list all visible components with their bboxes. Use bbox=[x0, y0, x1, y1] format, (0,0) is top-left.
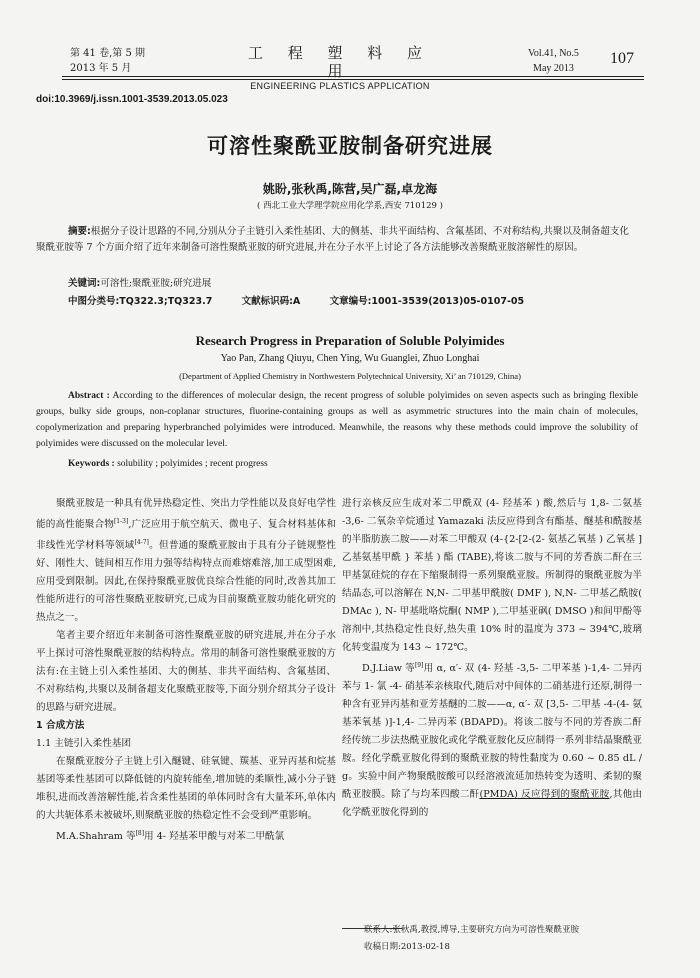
authors-en: Yao Pan, Zhang Qiuyu, Chen Ying, Wu Guanglei, Zhuo Longhai bbox=[220, 353, 480, 364]
volume-en: Vol.41, No.5 bbox=[528, 48, 579, 59]
paragraph-overview: 笔者主要介绍近年来制备可溶性聚酰亚胺的研究进展,并在分子水平上探讨可溶性聚酰亚胺的结构特点。常用的制备可溶性聚酰亚胺的方法有:在主链上引入柔性基团、大的侧基、非共平面结构、含氟基团、不对称结构,共聚以及制备超支化聚酰亚胺等,下面分别介绍其分子设计的思路与研究进展。 bbox=[36, 630, 336, 714]
paragraph-shahram bbox=[36, 825, 336, 846]
journal-name-en: ENGINEERING PLASTICS APPLICATION bbox=[250, 81, 430, 91]
footnote bbox=[364, 922, 579, 956]
text-run: 聚酰亚胺是一种具有优异热稳定性、突出力学性能以及良好电学性能的高性能聚合物 bbox=[36, 498, 336, 531]
text-run: D.J.Liaw 等 bbox=[362, 663, 415, 675]
citation-ref[interactable]: [1-3] bbox=[113, 518, 129, 525]
journal-name bbox=[230, 44, 450, 92]
abstract-label-en: Abstract : bbox=[68, 391, 110, 401]
abstract-cn bbox=[36, 224, 638, 256]
text-run: ,其他由化学酰亚胺化得到的 bbox=[342, 789, 643, 819]
abstract-en bbox=[36, 388, 638, 452]
text-run: ,广泛应用于航空航天、微电子、复合材料基体和非线性光学材料等领域 bbox=[36, 519, 336, 552]
journal-name-cn: 工 程 塑 料 应 用 bbox=[247, 44, 433, 80]
date-cn: 2013 年 5 月 bbox=[70, 63, 132, 74]
underlined-text: (PMDA) 反应得到的聚酰亚胺 bbox=[479, 789, 610, 801]
affiliation-cn: ( 西北工业大学理学院应用化学系,西安 710129 ) bbox=[257, 201, 443, 211]
keywords-label-en: Keywords : bbox=[68, 459, 115, 469]
header-rule bbox=[62, 76, 644, 77]
header-issue-cn bbox=[70, 46, 145, 76]
body-column-right bbox=[342, 495, 642, 822]
keywords-en bbox=[68, 459, 268, 469]
paragraph-liaw bbox=[342, 657, 642, 822]
abstract-label-cn: 摘要: bbox=[68, 226, 91, 237]
abstract-text-en: According to the differences of molecular design, the recent progress of soluble polyimides on seven aspects such as bringing flexible groups, bulky side groups, non-coplanar structures, fluorine-containing groups as well as asymmetric structures into the main chain of molecules, copolymerization and preparing hyperbranched polyimides were introduced. Meanwhile, the reasons why these methods could improve the solubility of polyimides were discussed on the molecular level. bbox=[36, 391, 639, 449]
paragraph-continued: 进行亲核反应生成对苯二甲酰双 (4- 羟基苯 ) 酸,然后与 1,8- 二氨基 -3,6- 二氧杂辛烷通过 Yamazaki 法反应得到含有酯基、醚基和酰胺基的半脂肪族二胺——对苯二甲酸双 (4-{2-[2-(2- 氨基乙氧基 ) 乙氧基 ] 乙基氨基甲酰 } 苯基 ) 酯 (TABE),将该二胺与不同的芳香族二酐在三甲基氯硅烷的存在下缩聚制得一系列聚酰亚胺。所制得的聚酰亚胺为半结晶态,可以溶解在 N,N- 二甲基甲酰胺( DMF ), N,N- 二甲基乙酰胺( DMAc ), N- 甲基吡咯烷酮( NMP ),二甲基亚砜( DMSO )和间甲酚等溶剂中,其热稳定性良好,热失重 10% 时的温度为 373 ~ 394℃,玻璃化转变温度为 143 ~ 172℃。 bbox=[342, 498, 642, 653]
article-number: 文章编号:1001-3539(2013)05-0107-05 bbox=[329, 296, 525, 307]
text-run: 。但普通的聚酰亚胺由于具有分子链规整性好、刚性大、链间相互作用力强等结构特点而难熔难溶,加工成型困难,应用受到限制。因此,在保持聚酰亚胺优良综合性能的同时,改善其加工性能所进行的可溶性聚酰亚胺研究,已成为目前聚酰亚胺功能化研究的热点之一。 bbox=[36, 540, 337, 624]
citation-ref[interactable]: [4-7] bbox=[134, 539, 149, 547]
abstract-text-cn: 根据分子设计思路的不同,分别从分子主链引入柔性基团、大的侧基、非共平面结构、含氟基团、不对称结构,共聚以及制备超支化聚酰亚胺等 7 个方面介绍了近年来制备可溶性聚酰亚胺的研究进展,并在分子水平上讨论了各方法能够改善聚酰亚胺溶解性的原因。 bbox=[36, 226, 629, 253]
paper-title-cn: 可溶性聚酰亚胺制备研究进展 bbox=[207, 134, 493, 158]
header-issue-en bbox=[528, 46, 579, 76]
citation-ref[interactable]: [8] bbox=[135, 830, 145, 838]
header-rule-thin bbox=[62, 79, 644, 80]
subsection-heading: 1.1 主链引入柔性基团 bbox=[36, 738, 132, 750]
classification-line bbox=[68, 293, 550, 307]
footnote-received: 收稿日期:2013-02-18 bbox=[364, 942, 450, 952]
section-heading: 1 合成方法 bbox=[36, 720, 85, 732]
keywords-label-cn: 关键词: bbox=[68, 278, 101, 289]
keywords-text-cn: 可溶性;聚酰亚胺;研究进展 bbox=[100, 278, 212, 289]
paper-title-en: Research Progress in Preparation of Soluble Polyimides bbox=[195, 333, 505, 348]
doi[interactable]: doi:10.3969/j.issn.1001-3539.2013.05.023 bbox=[36, 94, 228, 105]
text-run: M.A.Shahram 等 bbox=[56, 831, 136, 843]
footnote-contact: 联系人:张秋禹,教授,博导,主要研究方向为可溶性聚酰亚胺 bbox=[364, 925, 579, 935]
date-en: May 2013 bbox=[533, 63, 574, 74]
keywords-text-en: solubility ; polyimides ; recent progress bbox=[117, 459, 268, 469]
text-run: 用 4- 羟基苯甲酸与对苯二甲酰氯 bbox=[144, 831, 285, 843]
affiliation-en: (Department of Applied Chemistry in Northwestern Polytechnical University, Xi’ an 710129, China) bbox=[179, 371, 521, 381]
citation-ref[interactable]: [9] bbox=[414, 662, 424, 669]
body-column-left bbox=[36, 495, 336, 847]
volume-cn: 第 41 卷,第 5 期 bbox=[70, 48, 145, 59]
authors-cn: 姚盼,张秋禹,陈营,吴广磊,卓龙海 bbox=[262, 182, 438, 196]
document-code: 文献标识码:A bbox=[241, 296, 301, 307]
clc-number: 中图分类号:TQ322.3;TQ323.7 bbox=[68, 296, 213, 307]
keywords-cn bbox=[68, 275, 211, 289]
page-number: 107 bbox=[610, 50, 634, 67]
paragraph-intro bbox=[36, 495, 336, 627]
paragraph-flexible-groups: 在聚酰亚胺分子主链上引入醚键、硅氧键、羰基、亚异丙基和烷基基团等柔性基团可以降低链的内旋转能垒,增加链的柔顺性,减小分子链堆积,进而改善溶解性能,若含柔性基团的单体同时含有大量苯环,单体内的大共轭体系未被破坏,则聚酰亚胺的热稳定性不会受到严重影响。 bbox=[36, 756, 336, 822]
text-run: 用 α, α′- 双 (4- 羟基 -3,5- 二甲苯基 )-1,4- 二异丙苯与 1- 氯 -4- 硝基苯亲核取代,随后对中间体的二硝基进行还原,制得一种含有亚异丙基和亚芳基醚的二胺——α, α′- 双 [3,5- 二甲基 -4-(4- 氨基苯氧基 )]-1,4- 二异丙苯 (BDAPD)。将该二胺与不同的芳香族二酐经传统二步法热酰亚胺化或化学酰亚胺化反应制得一系列非结晶聚酰亚胺。经化学酰亚胺化得到的聚酰亚胺的特性黏度为 0.60 ~ 0.85 dL / g。实验中间产物聚酰胺酸可以经溶液流延加热转变为透明、柔韧的聚酰亚胺膜。除了与均苯四酸二酐 bbox=[342, 663, 642, 801]
